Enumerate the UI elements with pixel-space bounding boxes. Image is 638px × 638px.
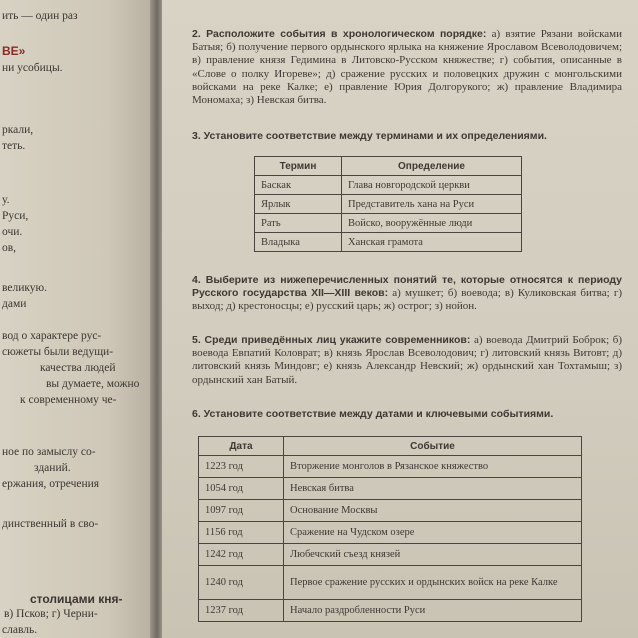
event-cell: Первое сражение русских и ордынских войск на реке Калке xyxy=(284,566,582,600)
table-row xyxy=(255,195,522,214)
left-heading: ВЕ» xyxy=(2,44,26,58)
left-line: ное по замыслу со- xyxy=(2,446,96,458)
dates-table xyxy=(198,436,582,622)
left-line: вод о характере рус- xyxy=(2,330,102,342)
table-row xyxy=(255,233,522,252)
left-line: сюжеты были ведущи- xyxy=(2,346,114,358)
left-line: славль. xyxy=(2,624,38,636)
table-row xyxy=(255,214,522,233)
left-line: качества людей xyxy=(40,362,116,374)
definition-cell: Глава новгородской церкви xyxy=(342,176,522,195)
date-cell: 1054 год xyxy=(199,478,284,500)
left-line: ркали, xyxy=(2,124,34,136)
column-header: Термин xyxy=(255,157,342,176)
event-cell: Сражение на Чудском озере xyxy=(284,522,582,544)
terms-table xyxy=(254,156,522,252)
left-line: дами xyxy=(2,298,27,310)
table-row xyxy=(199,456,582,478)
date-cell: 1237 год xyxy=(199,600,284,622)
term-cell: Баскак xyxy=(255,176,342,195)
left-line: в) Псков; г) Черни- xyxy=(4,608,98,620)
task-3-heading: 3. Установите соответствие между терминами и их определениями. xyxy=(192,130,547,142)
table-header-row xyxy=(199,437,582,456)
task-6-heading: 6. Установите соответствие между датами и ключевыми событиями. xyxy=(192,408,554,420)
date-cell: 1156 год xyxy=(199,522,284,544)
task-3-heading-block xyxy=(192,130,622,143)
table-row xyxy=(199,544,582,566)
table-row xyxy=(255,176,522,195)
date-cell: 1097 год xyxy=(199,500,284,522)
task-5-heading: 5. Среди приведённых лиц укажите современников: xyxy=(192,334,471,346)
column-header: Дата xyxy=(199,437,284,456)
table-header-row xyxy=(255,157,522,176)
left-line: динственный в сво- xyxy=(2,518,99,530)
task-4-heading: 4. Выберите из нижеперечисленных понятий те, которые относятся к периоду Русского государства XII—XIII веков: xyxy=(192,274,622,300)
column-header: Определение xyxy=(342,157,522,176)
left-line: вы думаете, можно xyxy=(46,378,140,390)
date-cell: 1240 год xyxy=(199,566,284,600)
task-5-body: а) воевода Дмитрий Боброк; б) воевода Евпатий Коловрат; в) князь Ярослав Всеволодович; г) литовский князь Витовт; д) литовский князь Миндовг; е) князь Александр Невский; ж) ордынский хан Тохтамыш; з) ордынский хан Батый. xyxy=(192,334,622,386)
definition-cell: Ханская грамота xyxy=(342,233,522,252)
left-line: ов, xyxy=(2,242,17,254)
table-row xyxy=(199,478,582,500)
table-row xyxy=(199,522,582,544)
left-line: очи. xyxy=(2,226,23,238)
left-line: теть. xyxy=(2,140,26,152)
task-2-body: а) взятие Рязани войсками Батыя; б) получение первого ордынского ярлыка на княжение Ярославом Всеволодовичем; в) правление князя Гедимина в Литовско-Русском княжестве; г) события, описанные в «Слове о полку Игореве»; д) сражение русских и половецких дружин с монгольскими войсками на реке Калке; е) правление Юрия Долгорукого; ж) правление Владимира Мономаха; з) Невская битва. xyxy=(192,28,623,107)
left-line: к современному че- xyxy=(20,394,117,406)
event-cell: Вторжение монголов в Рязанское княжество xyxy=(284,456,582,478)
event-cell: Начало раздробленности Руси xyxy=(284,600,582,622)
right-page xyxy=(162,0,638,638)
left-line: у. xyxy=(2,194,10,206)
definition-cell: Представитель хана на Руси xyxy=(342,195,522,214)
left-line: ить — один раз xyxy=(2,10,78,22)
task-2 xyxy=(192,28,622,107)
table-row xyxy=(199,600,582,622)
left-line: ни усобицы. xyxy=(2,62,63,74)
task-6-heading-block xyxy=(192,408,622,421)
left-line: зданий. xyxy=(34,462,71,474)
date-cell: 1242 год xyxy=(199,544,284,566)
term-cell: Ярлык xyxy=(255,195,342,214)
event-cell: Невская битва xyxy=(284,478,582,500)
date-cell: 1223 год xyxy=(199,456,284,478)
task-2-heading: 2. Расположите события в хронологическом порядке: xyxy=(192,28,487,40)
table-row xyxy=(199,566,582,600)
left-line: столицами кня- xyxy=(30,592,123,606)
left-page xyxy=(0,0,152,638)
event-cell: Основание Москвы xyxy=(284,500,582,522)
table-row xyxy=(199,500,582,522)
task-5 xyxy=(192,334,622,387)
task-4-body: а) мушкет; б) воевода; в) Куликовская битва; г) выход; д) крестоносцы; е) русский царь; ж) острог; з) нойон. xyxy=(192,287,622,313)
left-line: великую. xyxy=(2,282,48,294)
event-cell: Любечский съезд князей xyxy=(284,544,582,566)
task-4 xyxy=(192,274,622,314)
definition-cell: Войско, вооружённые люди xyxy=(342,214,522,233)
column-header: Событие xyxy=(284,437,582,456)
left-line: ержания, отречения xyxy=(2,478,100,490)
term-cell: Рать xyxy=(255,214,342,233)
term-cell: Владыка xyxy=(255,233,342,252)
left-line: Руси, xyxy=(2,210,29,222)
